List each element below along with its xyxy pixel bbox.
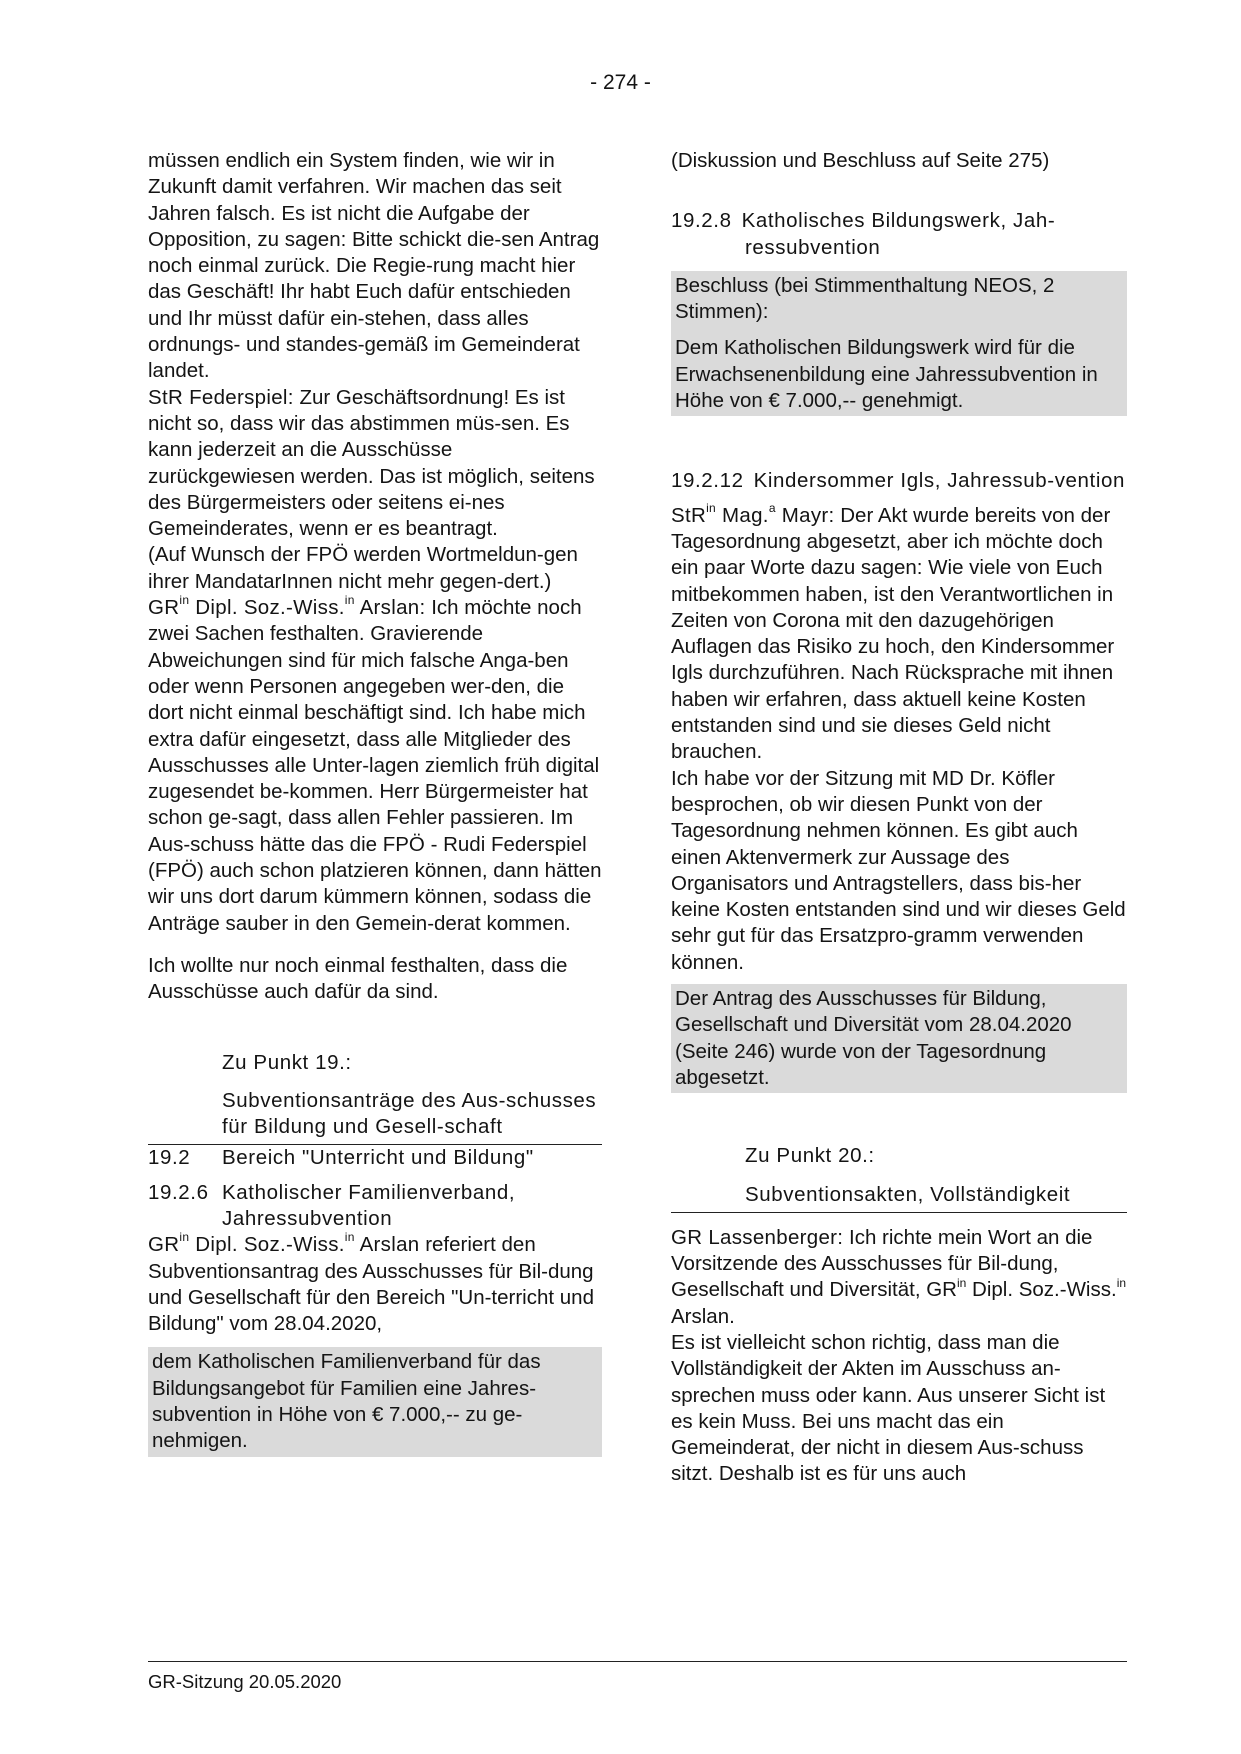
speech-text: Ich möchte noch zwei Sachen festhalten. Gravierende Abweichungen sind für mich falsche Anga-ben oder wenn Personen angegeben wer-den, die dort nicht einmal beschäftigt sind. Ich habe mich extra dafür eingesetzt, dass alle Mitglieder des Ausschusses alle Unter-lagen ziemlich früh digital zugesendet be-kommen. Herr Bürgermeister hat schon ge-sagt, dass allen Fehler passieren. Im Aus-schuss hätte das die FPÖ - Rudi Federspiel (FPÖ) auch schon platzieren können, dann hätten wir uns dort darum kümmern können, sodass die Anträge sauber in den Gemein-derat kommen. xyxy=(148,596,602,935)
speech-text: Ich richte mein Wort an die Vorsitzende des Ausschusses für Bil-dung, Gesellschaft und Diversität, $GR^{in}$ Dipl. Soz.-Wiss.$^{in}$ Arslan. xyxy=(671,1225,1127,1328)
section-heading: 19.2 Bereich "Unterricht und Bildung" xyxy=(148,1146,534,1170)
speaker-name: GR Lassenberger: xyxy=(671,1225,844,1249)
speech-text: Der Akt wurde bereits von der Tagesordnung abgesetzt, aber ich möchte doch ein paar Worte dazu sagen: Wie viele von Euch mitbekommen haben, ist den Verantwortlichen in Zeiten von Corona mit den dazugehörigen Auflagen das Risiko zu hoch, den Kindersommer Igls durchzuführen. Nach Rücksprache mit ihnen haben wir erfahren, dass aktuell keine Kosten entstanden sind und sie dieses Geld nicht brauchen. xyxy=(671,503,1115,764)
speaker-name: $GR^{in}$ Dipl. Soz.-Wiss.$^{in}$ Arslan xyxy=(148,1230,420,1257)
agenda-point-label: Zu Punkt 19.: xyxy=(222,1050,352,1074)
paragraph xyxy=(671,1225,1127,1330)
section-heading: 19.2.12 Kindersommer Igls, Jahressub-vention xyxy=(671,469,1126,493)
paragraph: Es ist vielleicht schon richtig, dass man die Vollständigkeit der Akten im Ausschuss an-sprechen muss oder kann. Aus unserer Sicht ist es kein Muss. Bei uns macht das ein Gemeinderat, der nicht in diesem Aus-schuss sitzt. Deshalb ist es für uns auch xyxy=(671,1330,1106,1486)
resolution-heading: Beschluss (bei Stimmenthaltung NEOS, 2 Stimmen): xyxy=(671,271,1127,334)
page-number: - 274 - xyxy=(590,71,651,94)
speech-text: Zur Geschäftsordnung! Es ist nicht so, dass wir das abstimmen müs-sen. Es kann jederzeit an die Ausschüsse zurückgewiesen werden. Das ist möglich, seitens des Bürgermeisters oder seitens ei-nes Gemeinderates, wenn er es beantragt. xyxy=(148,385,595,541)
section-heading: 19.2.6 Katholischer Familienverband, Jahressubvention xyxy=(148,1180,516,1230)
resolution-text: Dem Katholischen Bildungswerk wird für die Erwachsenenbildung eine Jahressubvention in Höhe von € 7.000,-- genehmigt. xyxy=(671,333,1127,416)
paragraph: (Auf Wunsch der FPÖ werden Wortmeldun-gen ihrer MandatarInnen nicht mehr gegen-dert.) xyxy=(148,543,578,593)
resolution-text: Der Antrag des Ausschusses für Bildung, Gesellschaft und Diversität vom 28.04.2020 (Seite 246) wurde von der Tagesordnung abgesetzt. xyxy=(671,984,1127,1093)
paragraph xyxy=(148,1232,602,1337)
paragraph: Ich habe vor der Sitzung mit MD Dr. Köfler besprochen, ob wir diesen Punkt von der Tagesordnung nehmen können. Es gibt auch einen Aktenvermerk zur Aussage des Organisators und Antragstellers, dass bis-her keine Kosten entstanden sind und wir dieses Geld sehr gut für das Ersatzpro-gramm verwenden können. xyxy=(671,766,1126,974)
agenda-point-label: Zu Punkt 20.: xyxy=(745,1144,875,1168)
speech-text: referiert den Subventionsantrag des Ausschusses für Bil-dung und Gesellschaft für den Bereich "Un-terricht und Bildung" vom 28.04.2020, xyxy=(148,1233,594,1336)
agenda-point-title: Subventionsanträge des Aus-schusses für Bildung und Gesell-schaft xyxy=(148,1088,602,1146)
resolution-text: dem Katholischen Familienverband für das Bildungsangebot für Familien eine Jahres-subvention in Höhe von € 7.000,-- zu ge-nehmigen. xyxy=(148,1347,602,1456)
speaker-name: StR$^{in}$ Mag.$^a$ Mayr: xyxy=(671,500,835,527)
speaker-name: $GR^{in}$ Dipl. Soz.-Wiss.$^{in}$ Arslan: xyxy=(148,593,426,620)
paragraph: Ich wollte nur noch einmal festhalten, dass die Ausschüsse auch dafür da sind. xyxy=(148,953,568,1004)
speaker-name: StR Federspiel: xyxy=(148,385,294,409)
paragraph: (Diskussion und Beschluss auf Seite 275) xyxy=(671,149,1050,172)
left-column xyxy=(148,148,602,1457)
paragraph xyxy=(148,385,602,543)
paragraph xyxy=(671,500,1127,766)
section-heading: 19.2.8 Katholisches Bildungswerk, Jah-ressubvention xyxy=(671,209,1056,259)
footer-divider xyxy=(148,1661,1127,1662)
paragraph: müssen endlich ein System finden, wie wir in Zukunft damit verfahren. Wir machen das seit Jahren falsch. Es ist nicht die Aufgabe der Opposition, zu sagen: Bitte schickt die-sen Antrag noch einmal zurück. Die Regie-rung macht hier das Geschäft! Ihr habt Euch dafür entschieden und Ihr müsst dafür ein-stehen, dass alles ordnungs- und standes-gemäß im Gemeinderat landet. xyxy=(148,149,600,383)
right-column xyxy=(671,148,1127,1488)
footer-text: GR-Sitzung 20.05.2020 xyxy=(148,1671,342,1692)
paragraph xyxy=(148,595,602,937)
agenda-point-title: Subventionsakten, Vollständigkeit xyxy=(671,1182,1127,1213)
